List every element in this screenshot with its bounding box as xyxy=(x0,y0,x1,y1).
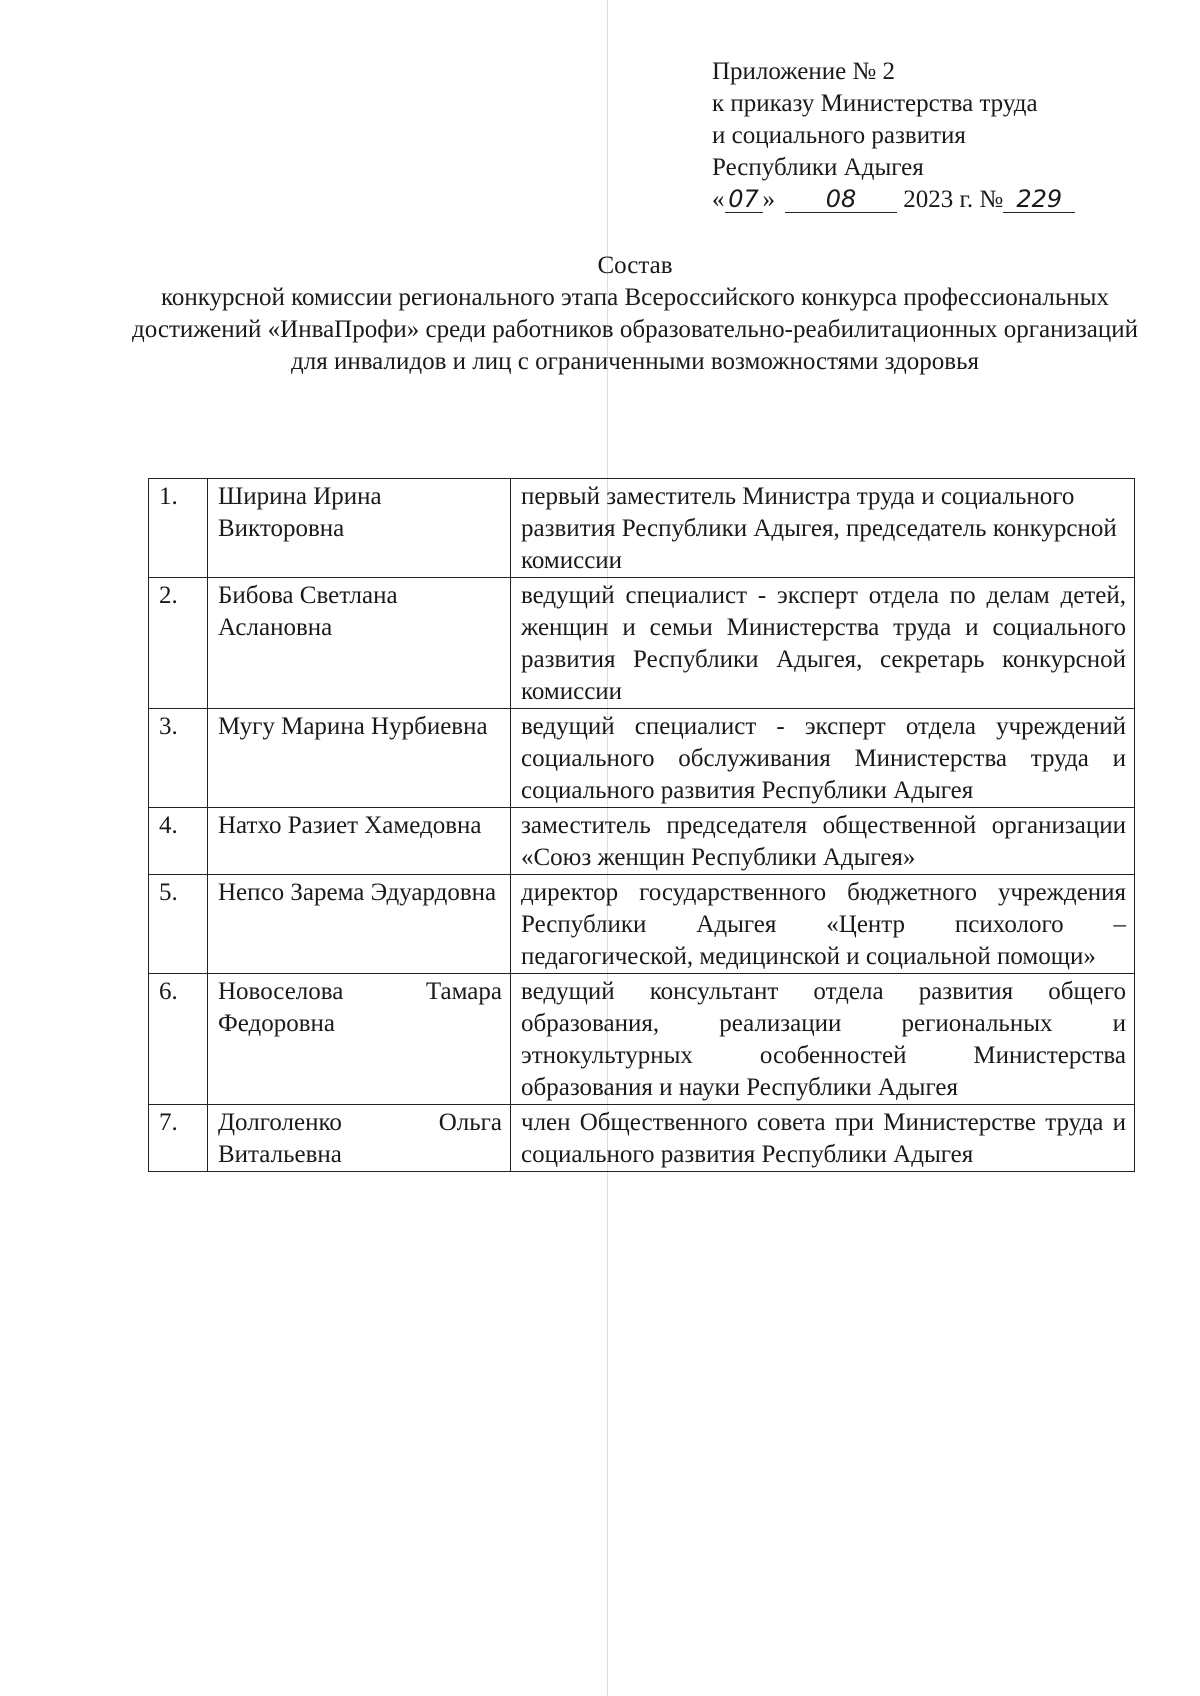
date-close-quote: » xyxy=(762,186,775,213)
handwritten-day: 07 xyxy=(725,186,763,213)
table-row xyxy=(149,709,1135,808)
member-number: 4. xyxy=(149,808,208,875)
member-name: Мугу Марина Нурбиевна xyxy=(208,709,511,808)
order-reference: к приказу Министерства труда xyxy=(712,90,1038,117)
table-row xyxy=(149,808,1135,875)
member-position: член Общественного совета при Министерстве труда и социального развития Республики Адыгея xyxy=(511,1105,1135,1172)
republic-name: Республики Адыгея xyxy=(712,154,924,181)
member-position: директор государственного бюджетного учреждения Республики Адыгея «Центр психолого – педагогической, медицинской и социальной помощи» xyxy=(511,875,1135,974)
member-name: Бибова Светлана Аслановна xyxy=(208,578,511,709)
document-title xyxy=(130,250,1140,378)
member-number: 5. xyxy=(149,875,208,974)
order-date-line xyxy=(712,184,1075,216)
member-name: Непсо Зарема Эдуардовна xyxy=(208,875,511,974)
member-position: ведущий специалист - эксперт отдела учреждений социального обслуживания Министерства труда и социального развития Республики Адыгея xyxy=(511,709,1135,808)
member-name: Ширина Ирина Викторовна xyxy=(208,479,511,578)
appendix-number: Приложение № 2 xyxy=(712,58,896,85)
table-row xyxy=(149,875,1135,974)
handwritten-month: 08 xyxy=(785,186,897,213)
member-number: 3. xyxy=(149,709,208,808)
member-name: Натхо Разиет Хамедовна xyxy=(208,808,511,875)
date-open-quote: « xyxy=(712,186,725,213)
member-number: 1. xyxy=(149,479,208,578)
member-number: 2. xyxy=(149,578,208,709)
member-number: 6. xyxy=(149,974,208,1105)
member-position: ведущий консультант отдела развития общего образования, реализации региональных и этнокультурных особенностей Министерства образования и науки Республики Адыгея xyxy=(511,974,1135,1105)
member-position: первый заместитель Министра труда и социального развития Республики Адыгея, председатель конкурсной комиссии xyxy=(511,479,1135,578)
member-name: Долголенко Ольга Витальевна xyxy=(208,1105,511,1172)
table-row xyxy=(149,578,1135,709)
table-row xyxy=(149,1105,1135,1172)
member-position: заместитель председателя общественной организации «Союз женщин Республики Адыгея» xyxy=(511,808,1135,875)
title-heading: Состав xyxy=(597,252,673,279)
commission-members-table xyxy=(148,478,1135,1172)
member-name: Новоселова Тамара Федоровна xyxy=(208,974,511,1105)
member-number: 7. xyxy=(149,1105,208,1172)
table-row xyxy=(149,479,1135,578)
date-year-text: 2023 г. № xyxy=(903,186,1004,213)
handwritten-order-number: 229 xyxy=(1003,186,1075,213)
ministry-name: и социального развития xyxy=(712,122,966,149)
title-subtitle: конкурсной комиссии регионального этапа Всероссийского конкурса профессиональных достижений «ИнваПрофи» среди работников образовательно-реабилитационных организаций для инвалидов и лиц с ограниченными возможностями здоровья xyxy=(132,284,1138,375)
appendix-header xyxy=(712,56,1075,216)
table-row xyxy=(149,974,1135,1105)
member-position: ведущий специалист - эксперт отдела по делам детей, женщин и семьи Министерства труда и социального развития Республики Адыгея, секретарь конкурсной комиссии xyxy=(511,578,1135,709)
